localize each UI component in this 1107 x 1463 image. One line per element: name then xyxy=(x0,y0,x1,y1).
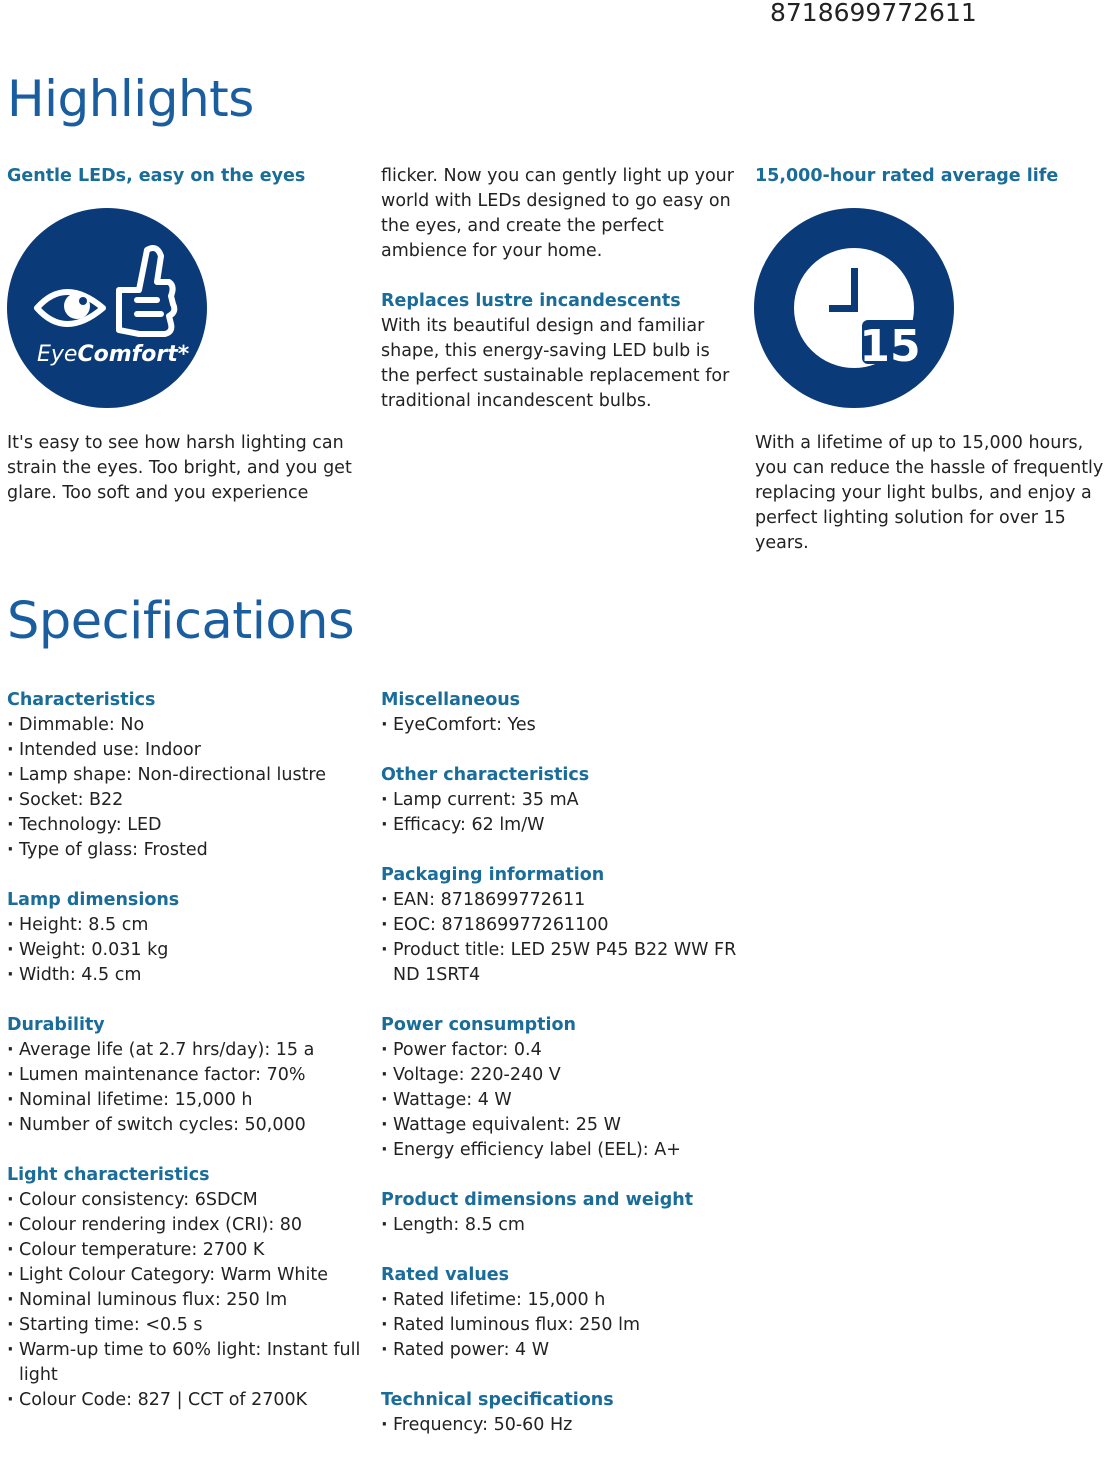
spec-item: · Lamp shape: Non-directional lustre xyxy=(7,763,372,788)
spec-item: · Number of switch cycles: 50,000 xyxy=(7,1113,372,1138)
lustre-heading: Replaces lustre incandescents xyxy=(381,291,681,311)
eyecomfort-text-part2: flicker. Now you can gently light up your world with LEDs designed to go easy on the eyes, and create the perfect ambience for your home. xyxy=(381,166,734,261)
specs-left-column xyxy=(7,688,372,1438)
spec-group-title: Technical specifications xyxy=(381,1390,614,1410)
spec-group-title: Packaging information xyxy=(381,865,605,885)
spec-item: · Lumen maintenance factor: 70% xyxy=(7,1063,372,1088)
lifetime-heading: 15,000-hour rated average life xyxy=(755,166,1059,186)
spec-list xyxy=(381,1213,741,1238)
spec-item: · Socket: B22 xyxy=(7,788,372,813)
spec-group xyxy=(381,863,741,988)
spec-group xyxy=(7,1163,372,1413)
spec-group-title: Product dimensions and weight xyxy=(381,1190,694,1210)
spec-item: · Rated power: 4 W xyxy=(381,1338,741,1363)
spec-group xyxy=(381,688,741,738)
eyecomfort-text-part1: It's easy to see how harsh lighting can strain the eyes. Too bright, and you get glare. Too soft and you experience xyxy=(7,433,352,503)
spec-group xyxy=(381,763,741,838)
spec-item: · EyeComfort: Yes xyxy=(381,713,741,738)
spec-group xyxy=(7,1013,372,1138)
spec-item: · Rated lifetime: 15,000 h xyxy=(381,1288,741,1313)
spec-group xyxy=(381,1388,741,1438)
spec-group-title: Lamp dimensions xyxy=(7,890,180,910)
spec-item: · Colour consistency: 6SDCM xyxy=(7,1188,372,1213)
spec-list xyxy=(381,1413,741,1438)
spec-group xyxy=(7,888,372,988)
spec-group-title: Durability xyxy=(7,1015,105,1035)
spec-item: · Rated luminous flux: 250 lm xyxy=(381,1313,741,1338)
spec-group-title: Characteristics xyxy=(7,690,156,710)
spec-item: · Lamp current: 35 mA xyxy=(381,788,741,813)
spec-list xyxy=(381,713,741,738)
spec-item: · Wattage equivalent: 25 W xyxy=(381,1113,741,1138)
spec-item: · Colour Code: 827 | CCT of 2700K xyxy=(7,1388,372,1413)
eyecomfort-badge xyxy=(7,208,207,408)
spec-group-title: Rated values xyxy=(381,1265,510,1285)
spec-list xyxy=(381,1288,741,1363)
ean-header: 8718699772611 xyxy=(770,0,977,27)
spec-item: · Weight: 0.031 kg xyxy=(7,938,372,963)
badge-text-comfort: Comfort* xyxy=(77,342,190,367)
spec-item: · Dimmable: No xyxy=(7,713,372,738)
lustre-text: With its beautiful design and familiar shape, this energy-saving LED bulb is the perfect sustainable replacement for traditional incandescent bulbs. xyxy=(381,316,730,411)
spec-item: · Technology: LED xyxy=(7,813,372,838)
spec-item: · Intended use: Indoor xyxy=(7,738,372,763)
spec-item: · Type of glass: Frosted xyxy=(7,838,372,863)
spec-item: · Height: 8.5 cm xyxy=(7,913,372,938)
spec-item: · Product title: LED 25W P45 B22 WW FR ND 1SRT4 xyxy=(381,938,741,988)
spec-item: · EAN: 8718699772611 xyxy=(381,888,741,913)
spec-item: · EOC: 871869977261100 xyxy=(381,913,741,938)
spec-item: · Starting time: <0.5 s xyxy=(7,1313,372,1338)
spec-list xyxy=(7,913,372,988)
specs-right-column xyxy=(381,688,741,1463)
badge-text-eye: Eye xyxy=(37,342,78,367)
spec-item: · Colour temperature: 2700 K xyxy=(7,1238,372,1263)
spec-item: · Efficacy: 62 lm/W xyxy=(381,813,741,838)
spec-item: · Colour rendering index (CRI): 80 xyxy=(7,1213,372,1238)
spec-group-title: Miscellaneous xyxy=(381,690,521,710)
spec-list xyxy=(381,788,741,838)
badge-number-15: 15 xyxy=(859,321,921,372)
spec-item: · Wattage: 4 W xyxy=(381,1088,741,1113)
spec-list xyxy=(7,1188,372,1413)
spec-item: · Average life (at 2.7 hrs/day): 15 a xyxy=(7,1038,372,1063)
spec-item: · Length: 8.5 cm xyxy=(381,1213,741,1238)
svg-text:EyeComfort* xyxy=(37,342,190,367)
spec-item: · Light Colour Category: Warm White xyxy=(7,1263,372,1288)
specifications-title: Specifications xyxy=(7,592,355,651)
spec-list xyxy=(7,713,372,863)
spec-item: · Voltage: 220-240 V xyxy=(381,1063,741,1088)
spec-item: · Nominal luminous flux: 250 lm xyxy=(7,1288,372,1313)
spec-item: · Warm-up time to 60% light: Instant full light xyxy=(7,1338,372,1388)
spec-group xyxy=(381,1263,741,1363)
highlights-title: Highlights xyxy=(7,70,254,128)
eyecomfort-heading: Gentle LEDs, easy on the eyes xyxy=(7,166,306,186)
spec-item: · Energy efficiency label (EEL): A+ xyxy=(381,1138,741,1163)
spec-group xyxy=(381,1188,741,1238)
spec-item: · Power factor: 0.4 xyxy=(381,1038,741,1063)
spec-list xyxy=(381,1038,741,1163)
spec-list xyxy=(7,1038,372,1138)
lifetime-text: With a lifetime of up to 15,000 hours, you can reduce the hassle of frequently replacing your light bulbs, and enjoy a perfect lighting solution for over 15 years. xyxy=(755,433,1104,553)
spec-item: · Width: 4.5 cm xyxy=(7,963,372,988)
lifetime-badge xyxy=(754,208,954,408)
spec-group-title: Light characteristics xyxy=(7,1165,210,1185)
spec-list xyxy=(381,888,741,988)
spec-group-title: Power consumption xyxy=(381,1015,576,1035)
spec-group xyxy=(7,688,372,863)
spec-item: · Nominal lifetime: 15,000 h xyxy=(7,1088,372,1113)
spec-group-title: Other characteristics xyxy=(381,765,590,785)
spec-item: · Frequency: 50-60 Hz xyxy=(381,1413,741,1438)
spec-group xyxy=(381,1013,741,1163)
